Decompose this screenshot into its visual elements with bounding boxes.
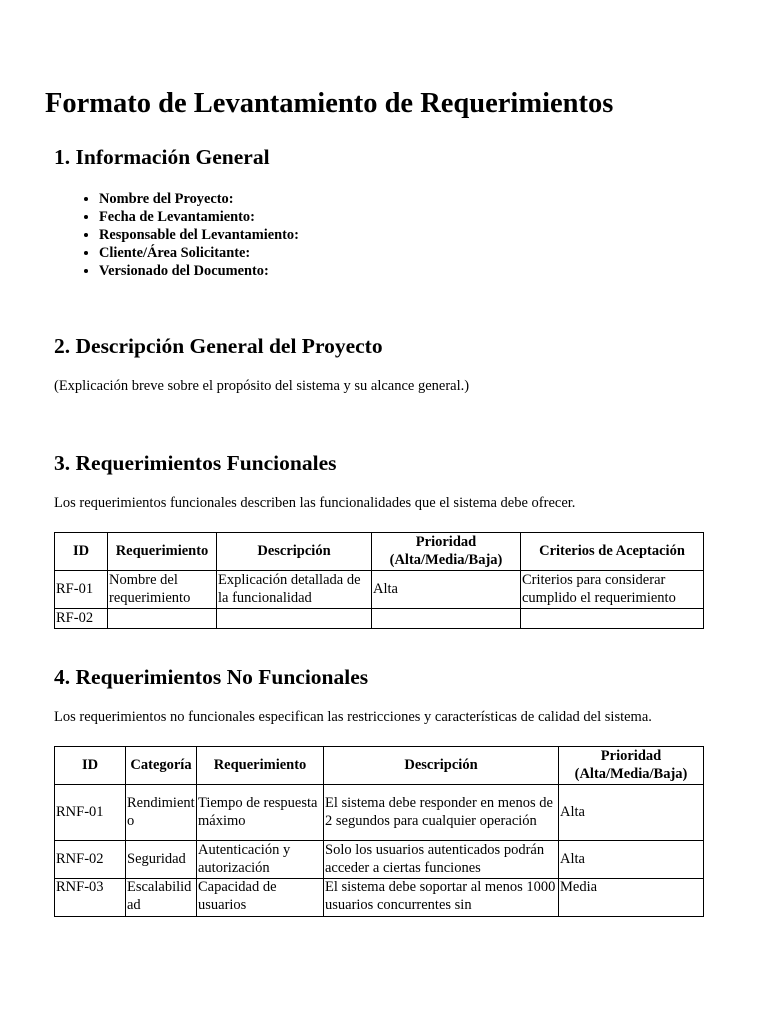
table-cell: Alta bbox=[372, 571, 521, 609]
table-cell: El sistema debe soportar al menos 1000 usuarios concurrentes sin bbox=[324, 879, 559, 917]
list-item: • Nombre del Proyecto: bbox=[99, 190, 299, 208]
table-cell: Capacidad de usuarios bbox=[197, 879, 324, 917]
section-2-heading: 2. Descripción General del Proyecto bbox=[54, 334, 383, 358]
table-cell bbox=[521, 609, 704, 629]
table-header-row bbox=[55, 533, 704, 571]
table-row bbox=[55, 841, 704, 879]
column-header: Requerimiento bbox=[197, 747, 324, 785]
table-cell: Seguridad bbox=[126, 841, 197, 879]
list-item: • Versionado del Documento: bbox=[99, 262, 299, 280]
column-header: Criterios de Aceptación bbox=[521, 533, 704, 571]
table-cell: Tiempo de respuesta máximo bbox=[197, 785, 324, 841]
table-header-row bbox=[55, 747, 704, 785]
table-cell: Explicación detallada de la funcionalidad bbox=[217, 571, 372, 609]
table-row bbox=[55, 879, 704, 917]
table-cell bbox=[217, 609, 372, 629]
table-cell: Alta bbox=[559, 841, 704, 879]
column-header: Prioridad (Alta/Media/Baja) bbox=[372, 533, 521, 571]
table-cell: RF-02 bbox=[55, 609, 108, 629]
table-cell: El sistema debe responder en menos de 2 segundos para cualquier operación bbox=[324, 785, 559, 841]
document-title: Formato de Levantamiento de Requerimientos bbox=[45, 88, 614, 119]
section-2-description: (Explicación breve sobre el propósito del sistema y su alcance general.) bbox=[54, 378, 470, 394]
column-header: Descripción bbox=[217, 533, 372, 571]
column-header: Categoría bbox=[126, 747, 197, 785]
table-cell: RNF-02 bbox=[55, 841, 126, 879]
column-header: Descripción bbox=[324, 747, 559, 785]
section-1-heading: 1. Información General bbox=[54, 145, 270, 169]
table-row bbox=[55, 609, 704, 629]
section-4-heading: 4. Requerimientos No Funcionales bbox=[54, 665, 369, 689]
table-cell: Alta bbox=[559, 785, 704, 841]
table-cell bbox=[372, 609, 521, 629]
column-header: Requerimiento bbox=[108, 533, 217, 571]
table-row bbox=[55, 785, 704, 841]
table-cell: Media bbox=[559, 879, 704, 917]
section-4-description: Los requerimientos no funcionales especifican las restricciones y características de calidad del sistema. bbox=[54, 709, 652, 725]
general-info-list bbox=[76, 190, 299, 280]
list-item: • Fecha de Levantamiento: bbox=[99, 208, 299, 226]
column-header: ID bbox=[55, 747, 126, 785]
table-cell: Nombre del requerimiento bbox=[108, 571, 217, 609]
table-cell: RNF-01 bbox=[55, 785, 126, 841]
section-3-description: Los requerimientos funcionales describen las funcionalidades que el sistema debe ofrecer. bbox=[54, 495, 576, 511]
table-cell bbox=[108, 609, 217, 629]
table-row bbox=[55, 571, 704, 609]
table-cell: RF-01 bbox=[55, 571, 108, 609]
table-cell: Criterios para considerar cumplido el requerimiento bbox=[521, 571, 704, 609]
table-cell: Solo los usuarios autenticados podrán acceder a ciertas funciones bbox=[324, 841, 559, 879]
table-cell: RNF-03 bbox=[55, 879, 126, 917]
column-header: ID bbox=[55, 533, 108, 571]
table-cell: Rendimiento bbox=[126, 785, 197, 841]
non-functional-requirements-table bbox=[54, 746, 704, 917]
column-header: Prioridad (Alta/Media/Baja) bbox=[559, 747, 704, 785]
table-cell: Autenticación y autorización bbox=[197, 841, 324, 879]
section-3-heading: 3. Requerimientos Funcionales bbox=[54, 451, 337, 475]
table-cell: Escalabilidad bbox=[126, 879, 197, 917]
functional-requirements-table bbox=[54, 532, 704, 629]
list-item: • Responsable del Levantamiento: bbox=[99, 226, 299, 244]
list-item: • Cliente/Área Solicitante: bbox=[99, 244, 299, 262]
